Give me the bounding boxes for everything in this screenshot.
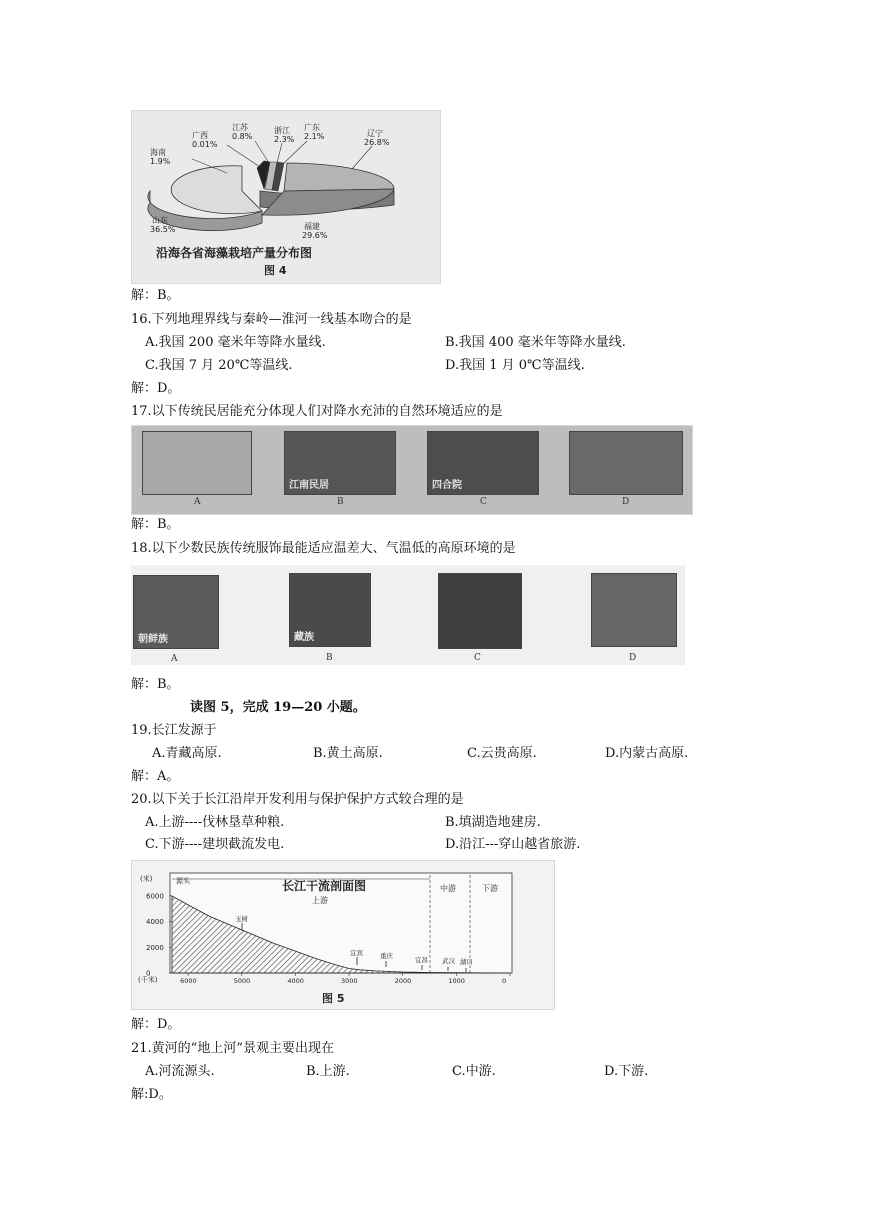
q16-option-d: D.我国 1 月 0℃等温线. (445, 358, 585, 373)
figure-4-title: 沿海各省海藻栽培产量分布图 (156, 246, 313, 260)
pie-label-guangxi-value: 0.01% (192, 140, 218, 149)
x-tick-label: 0 (502, 977, 507, 985)
q19-option-a: A.青藏高原. (152, 746, 222, 761)
place-yichang: 宜昌 (415, 956, 428, 964)
y-axis-unit: (米) (140, 875, 153, 883)
figure-5-profile-chart (131, 860, 555, 1010)
pie-label-shandong-value: 36.5% (150, 225, 176, 234)
section-intro: 读图 5，完成 19—20 小题。 (190, 700, 366, 715)
q20-answer: 解：D。 (131, 1017, 181, 1032)
q20-option-d: D.沿江---穿山越省旅游. (445, 837, 581, 852)
pie-label-fujian-name: 福建 (304, 222, 320, 231)
y-tick-label: 6000 (146, 892, 164, 901)
q20-option-b: B.填湖造地建房. (445, 815, 541, 830)
q18-answer: 解：B。 (131, 677, 180, 692)
pie-label-zhejiang-name: 浙江 (274, 126, 290, 135)
place-wuhan: 武汉 (442, 957, 455, 965)
pie-label-liaoning-value: 26.8% (364, 138, 390, 147)
x-tick-label: 4000 (287, 977, 304, 985)
pie-label-liaoning-name: 辽宁 (367, 129, 383, 138)
q21-answer: 解:D。 (131, 1087, 172, 1102)
q18-photo-d (591, 573, 677, 647)
segment-lower: 下游 (482, 884, 498, 893)
pie-slice-shandong (171, 166, 262, 214)
y-tick-label: 4000 (146, 918, 164, 927)
segment-middle: 中游 (440, 884, 456, 893)
q16-option-c: C.我国 7 月 20℃等温线. (145, 358, 293, 373)
figure-5-label: 图 5 (322, 992, 345, 1005)
q17-letter-b: B (337, 497, 344, 507)
place-yibin: 宜宾 (350, 949, 363, 957)
q17-letter-a: A (194, 497, 201, 507)
figure-4-pie-chart (131, 110, 441, 284)
q16-option-b: B.我国 400 毫米年等降水量线. (445, 335, 626, 350)
place-yushu: 玉树 (235, 915, 248, 923)
q18-photo-a: 朝鲜族 (133, 575, 219, 649)
q21-option-b: B.上游. (306, 1064, 350, 1079)
pie-slice-liaoning (284, 163, 394, 191)
x-tick-label: 3000 (341, 977, 358, 985)
q21-option-a: A.河流源头. (145, 1064, 215, 1079)
pie-label-zhejiang-value: 2.3% (274, 135, 295, 144)
q20-stem: 20.以下关于长江沿岸开发利用与保护保护方式较合理的是 (131, 792, 464, 807)
q18-letter-a: A (171, 654, 178, 664)
pie-label-hainan-value: 1.9% (150, 157, 171, 166)
q15-answer: 解：B。 (131, 288, 180, 303)
source-label: 源头 (176, 877, 190, 885)
q16-stem: 16.下列地理界线与秦岭—淮河一线基本吻合的是 (131, 312, 412, 327)
pie-label-shandong-name: 山东 (152, 216, 168, 225)
q21-stem: 21.黄河的“地上河”景观主要出现在 (131, 1041, 334, 1056)
pie-label-guangdong-name: 广东 (304, 123, 320, 132)
segment-upper: 上游 (312, 896, 328, 905)
figure-4-label: 图 4 (264, 264, 287, 277)
q17-photo-a (142, 431, 252, 495)
q17-photo-c: 四合院 (427, 431, 539, 495)
q16-option-a: A.我国 200 毫米年等降水量线. (145, 335, 326, 350)
pie-label-jiangsu-name: 江苏 (232, 123, 248, 132)
q21-option-c: C.中游. (452, 1064, 496, 1079)
q18-stem: 18.以下少数民族传统服饰最能适应温差大、气温低的高原环境的是 (131, 541, 516, 556)
pie-chart-svg (132, 111, 440, 283)
y-tick-label: 2000 (146, 943, 164, 952)
q17-letter-d: D (622, 497, 630, 507)
q19-option-c: C.云贵高原. (467, 746, 537, 761)
q17-answer: 解：B。 (131, 517, 180, 532)
x-tick-label: 2000 (394, 977, 412, 985)
q17-stem: 17.以下传统民居能充分体现人们对降水充沛的自然环境适应的是 (131, 404, 503, 419)
q19-stem: 19.长江发源于 (131, 723, 217, 738)
q18-photo-c (438, 573, 522, 649)
q20-option-c: C.下游----建坝截流发电. (145, 837, 285, 852)
profile-chart-svg (132, 861, 554, 1009)
q18-letter-d: D (629, 653, 637, 663)
place-hukou: 湖口 (460, 958, 473, 966)
pie-label-guangdong-value: 2.1% (304, 132, 325, 141)
q19-option-d: D.内蒙古高原. (605, 746, 689, 761)
figure-5-title: 长江干流剖面图 (282, 879, 367, 893)
q18-letter-c: C (474, 653, 481, 663)
y-tick-label: 0 (146, 969, 151, 978)
q20-option-a: A.上游----伐林垦草种粮. (145, 815, 285, 830)
q17-photo-b: 江南民居 (284, 431, 396, 495)
q18-letter-b: B (326, 653, 333, 663)
pie-label-jiangsu-value: 0.8% (232, 132, 253, 141)
q19-answer: 解：A。 (131, 769, 180, 784)
pie-label-guangxi-name: 广西 (192, 131, 208, 140)
q16-answer: 解：D。 (131, 381, 181, 396)
q17-letter-c: C (480, 497, 487, 507)
pie-label-hainan-name: 海南 (150, 148, 166, 157)
x-tick-label: 5000 (233, 977, 251, 985)
q17-photo-d (569, 431, 683, 495)
q19-option-b: B.黄土高原. (313, 746, 383, 761)
pie-slice-fujian (262, 189, 394, 215)
x-tick-label: 1000 (448, 977, 465, 985)
x-tick-label: 6000 (180, 977, 197, 985)
q17-image-strip (131, 425, 693, 515)
q21-option-d: D.下游. (604, 1064, 649, 1079)
place-chongqing: 重庆 (380, 952, 393, 960)
q18-photo-b: 藏族 (289, 573, 371, 647)
pie-label-fujian-value: 29.6% (302, 231, 328, 240)
q18-image-strip (131, 565, 685, 665)
x-axis-unit: (千米) (138, 976, 158, 984)
